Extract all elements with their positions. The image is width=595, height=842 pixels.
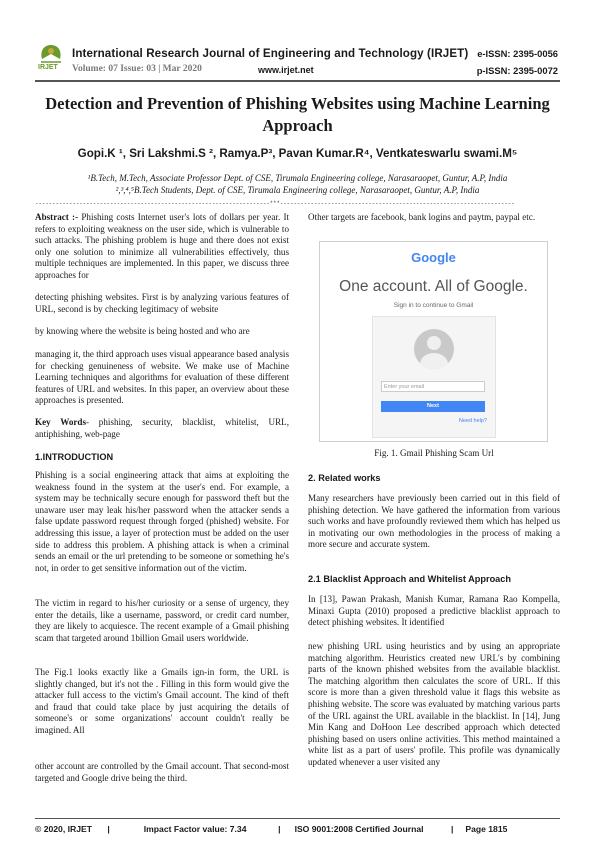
blacklist-para-2: new phishing URL using heuristics and by using an appropriate matching algorithm. Heuristics created new URL's by combining parts of the known phished websites from the available blacklist. The matching algorithm then calculates the score of URL. If this score is more than a given threshold value it flags this website as phishing website. The score was evaluated by matching various parts of the URL against the URL available in the blacklist. In [14], Jung Min Kang and DoHoon Lee described approach which detected phishing based on users online activities. This method maintained a white list as a part of users' profile. This profile was dynamically updated whenever a user visited any <box>308 641 560 767</box>
footer-iso: ISO 9001:2008 Certified Journal <box>294 824 424 834</box>
figure-caption: Fig. 1. Gmail Phishing Scam Url <box>374 448 494 458</box>
keywords-text: - phishing, security, blacklist, whitelist, URL, antiphishing, web-page <box>35 417 289 439</box>
author-list: Gopi.K ¹, Sri Lakshmi.S ², Ramya.P³, Pavan Kumar.R⁴, Ventkateswarlu swami.M⁵ <box>77 147 518 160</box>
p-issn: p-ISSN: 2395-0072 <box>476 65 558 76</box>
intro-para-1: Phishing is a social engineering attack that aims at exploiting the weakness found in the system at the user's end. For example, a system may be technically secure enough for password theft but the unaware user may leak his/her password when the attacker sends a false update password request through forged (phished) website. For addressing this issue, a layer of protection must be added on the user side to address this problem. A phishing attack is when a criminal sends an email or the url pretending to be someone or something he's not, in order to get sensitive information out of the victim. <box>35 470 289 573</box>
related-para: Many researchers have previously been carried out in this field of phishing detection. We have gathered the information from various such works and have profoundly reviewed them which has helped us in motivating our own methodologies in the process of making a more secure and accurate system. <box>308 493 560 550</box>
google-logo: Google <box>411 250 456 265</box>
affiliation-2: ²,³,⁴,⁵B.Tech Students, Dept. of CSE, Tirumala Engineering college, Narasaraopet, Guntur, A.P, India <box>115 185 480 195</box>
abstract-label: Abstract :- <box>35 212 79 222</box>
intro-heading: 1.INTRODUCTION <box>35 452 114 462</box>
figure-subline: Sign in to continue to Gmail <box>393 302 474 309</box>
affiliation-1: ¹B.Tech, M.Tech, Associate Professor Dept. of CSE, Tirumala Engineering college, Narasaraopet, Guntur, A.P, India <box>87 173 508 183</box>
intro-para-4: other account are controlled by the Gmail account. That second-most targeted and Google drive being the third. <box>35 761 289 783</box>
paper-title <box>30 93 565 137</box>
footer-separator: | <box>107 824 110 834</box>
header-rule <box>35 80 560 82</box>
email-field[interactable]: Enter your email <box>381 381 485 392</box>
volume-line: Volume: 07 Issue: 03 | Mar 2020 <box>72 64 202 74</box>
intro-para-3: The Fig.1 looks exactly like a Gmails ign-in form, the URL is slightly changed, but it's not the . Filling in this form would give the attacker full access to the victim's Gmail account. The kind of theft and fraud that could take place by just acquiring the details of someone's or some organizations' account couldn't really be imagined. All <box>35 667 289 735</box>
footer-page-number: Page 1815 <box>465 824 508 834</box>
abstract-block <box>35 212 289 282</box>
blacklist-heading: 2.1 Blacklist Approach and Whitelist Approach <box>308 574 512 584</box>
footer-impact-factor: Impact Factor value: 7.34 <box>143 824 247 834</box>
abstract-para-3: by knowing where the website is being hosted and who are <box>35 326 250 336</box>
avatar <box>414 329 454 369</box>
page-footer <box>35 824 507 834</box>
footer-separator: | <box>450 824 454 834</box>
footer-copyright: © 2020, IRJET <box>35 824 92 834</box>
footer-separator: | <box>278 824 281 834</box>
right-intro-text: Other targets are facebook, bank logins and paytm, paypal etc. <box>308 212 536 222</box>
intro-para-2: The victim in regard to his/her curiosity or a sense of urgency, they enter the details, like a username, password, or credit card number, they are likely to acquiesce. The recent example of a Gmail phishing scam that targeted around 1billion Gmail users worldwide. <box>35 598 289 643</box>
gmail-phishing-figure <box>319 241 548 442</box>
signin-card <box>372 316 496 438</box>
title-line-2: Approach <box>262 116 333 135</box>
title-line-1: Detection and Prevention of Phishing Websites using Machine Learning <box>45 94 550 113</box>
keywords-block <box>35 417 289 440</box>
journal-title: International Research Journal of Engineering and Technology (IRJET) <box>72 47 469 60</box>
website-link[interactable]: www.irjet.net <box>258 65 314 75</box>
blacklist-para-1: In [13], Pawan Prakash, Manish Kumar, Ramana Rao Kompella, Minaxi Gupta (2010) proposed a predictive blacklist approach to detect phishing websites. It identified <box>308 594 560 628</box>
abstract-para-4: managing it, the third approach uses visual appearance based analysis for checking genuineness of website. We make use of Machine Learning techniques and algorithms for evaluation of these different features of URL and websites. In this paper, an overview about these approaches is presented. <box>35 349 289 406</box>
separator-line: ---------------------------------------------------------------------***--------------------------------------------------------------------- <box>35 200 515 207</box>
figure-headline: One account. All of Google. <box>339 278 528 295</box>
journal-logo <box>36 42 66 72</box>
keywords-label: Key Words <box>35 417 87 427</box>
e-issn: e-ISSN: 2395-0056 <box>477 48 558 59</box>
abstract-para-1: Phishing costs Internet user's lots of dollars per year. It refers to exploiting weakness on the user side, which is vulnerable to such attacks. The phishing problem is huge and there does not exist only one solution to minimize all vulnerabilities effectively, thus multiple techniques are implemented. In this paper, we discuss three approaches for <box>35 212 289 280</box>
need-help-link[interactable]: Need help? <box>458 418 487 424</box>
affiliations <box>30 172 565 196</box>
abstract-para-2: detecting phishing websites. First is by analyzing various features of URL, second is by checking legitimacy of website <box>35 292 289 314</box>
next-button[interactable]: Next <box>381 401 485 412</box>
footer-rule <box>35 818 560 819</box>
related-heading: 2. Related works <box>308 473 381 483</box>
logo-text: IRJET <box>38 64 58 71</box>
